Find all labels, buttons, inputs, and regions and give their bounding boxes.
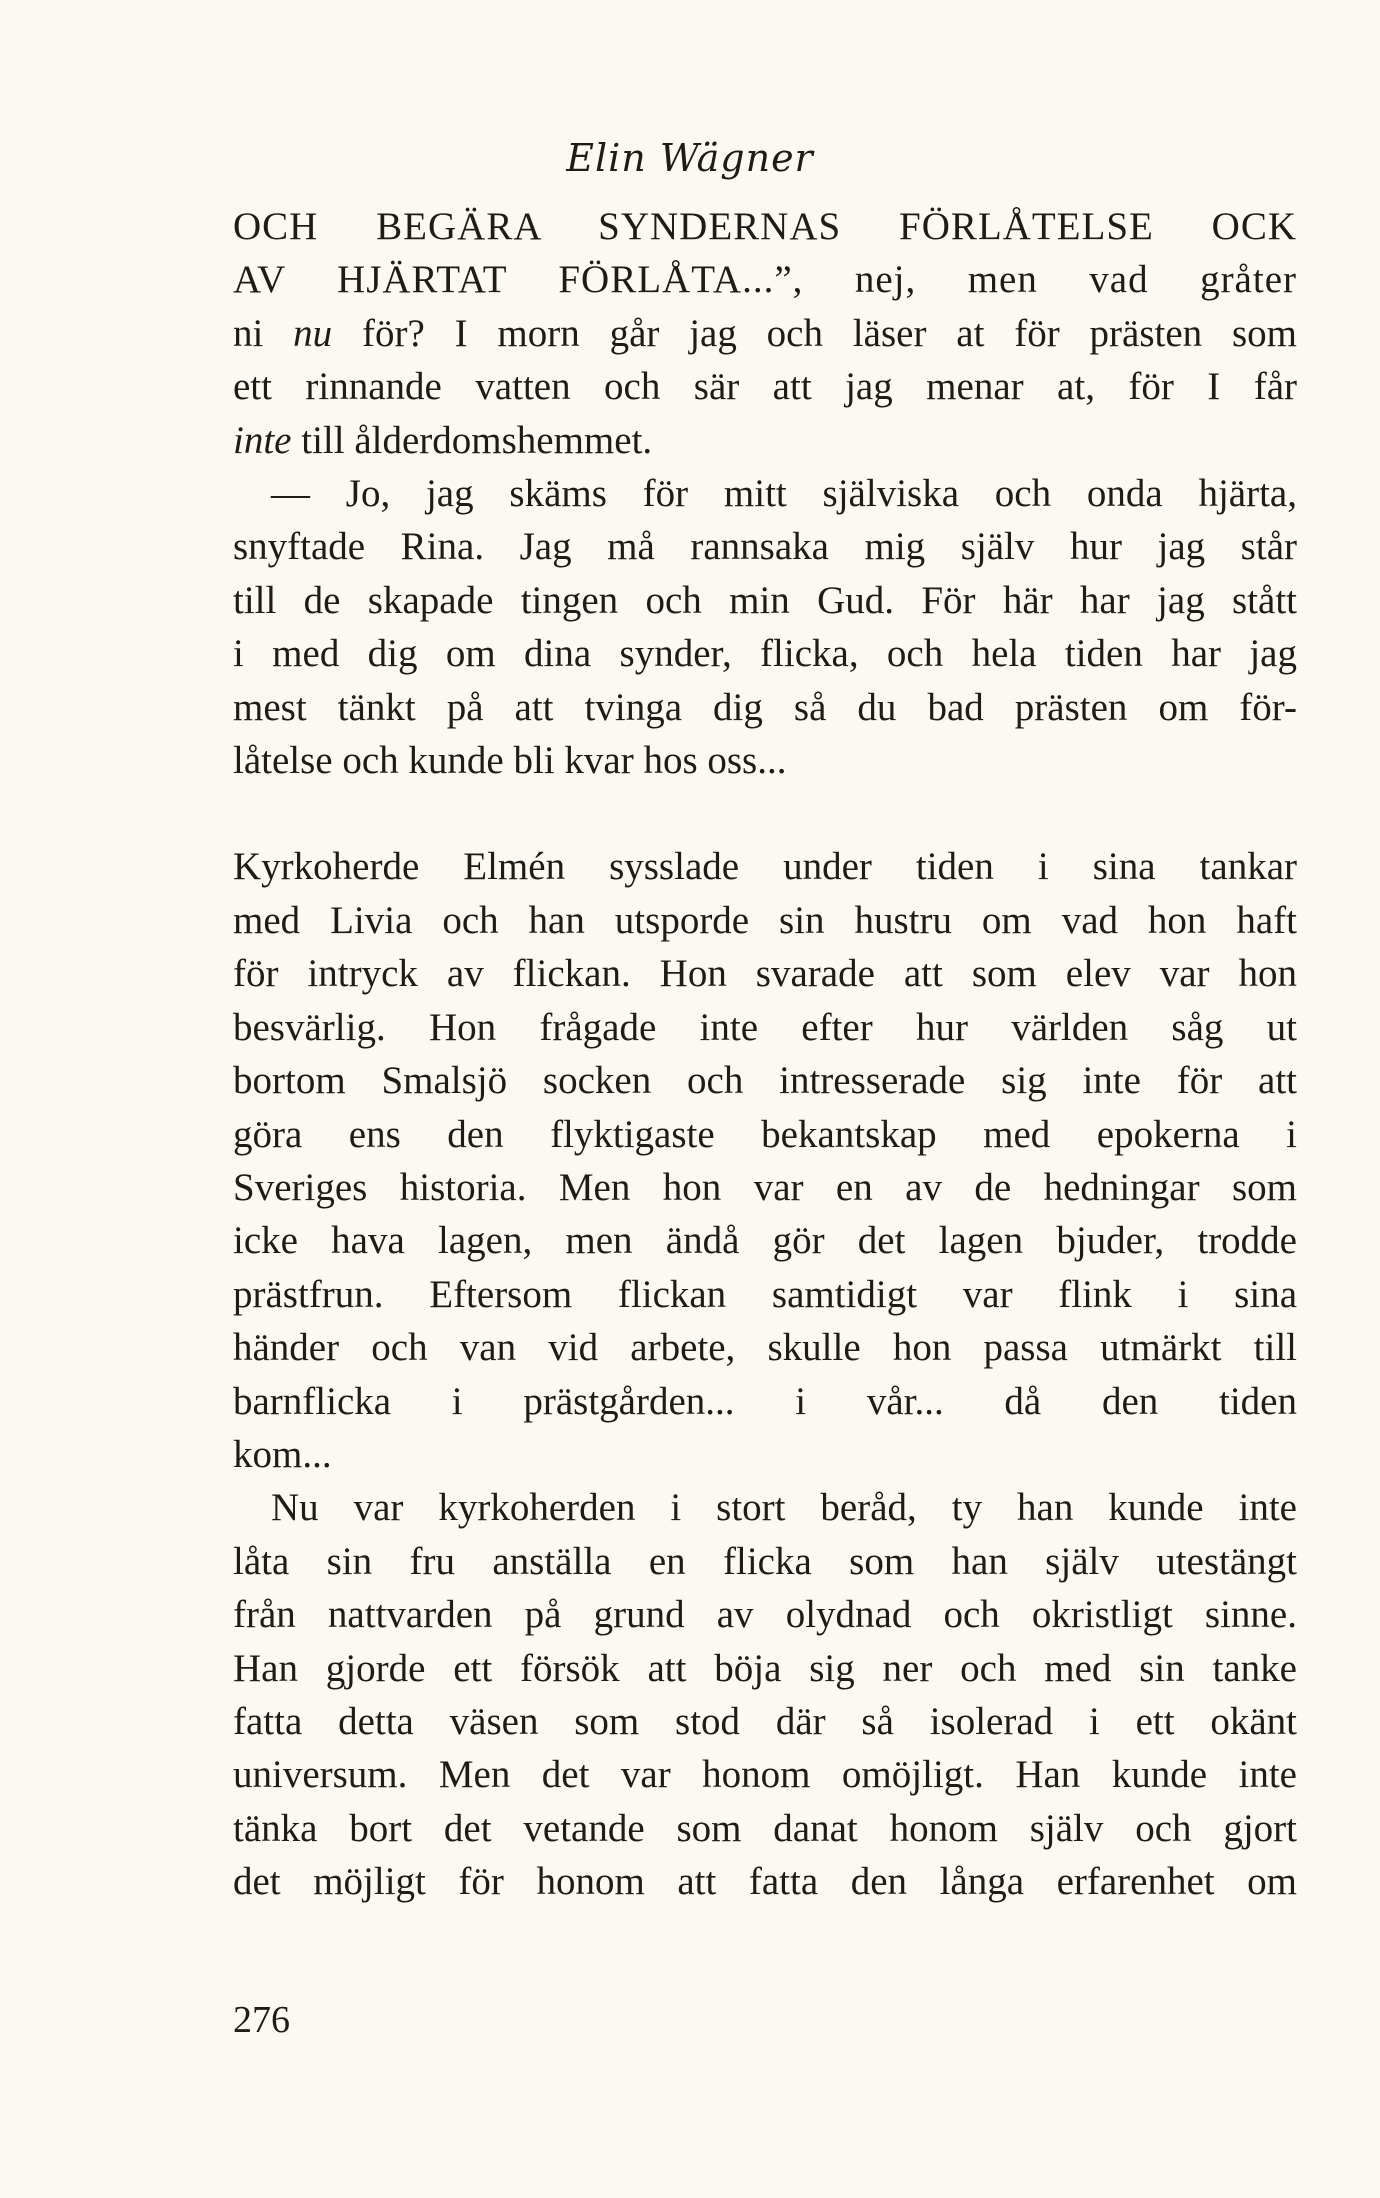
running-head: Elin Wägner xyxy=(566,136,814,180)
text-line: låta sin fru anställa en flicka som han själv utestängt xyxy=(233,1539,1297,1583)
text-fragment: för? I morn går jag och läser at för prästen som xyxy=(332,311,1297,355)
paragraph-4 xyxy=(233,1481,1297,1908)
text-line: Kyrkoherde Elmén sysslade under tiden i sina tankar xyxy=(233,845,1297,889)
text-line: Nu var kyrkoherden i stort beråd, ty han kunde inte xyxy=(271,1486,1297,1530)
text-line: Han gjorde ett försök att böja sig ner och med sin tanke xyxy=(233,1646,1297,1690)
text-line: OCH BEGÄRA SYNDERNAS FÖRLÅTELSE OCK xyxy=(233,205,1297,248)
text-line: bortom Smalsjö socken och intresserade sig inte för att xyxy=(233,1059,1297,1103)
text-line: för intryck av flickan. Hon svarade att som elev var hon xyxy=(233,952,1297,996)
text-line: universum. Men det var honom omöjligt. Han kunde inte xyxy=(233,1753,1297,1797)
text-line: besvärlig. Hon frågade inte efter hur världen såg ut xyxy=(233,1005,1297,1049)
paragraph-1 xyxy=(233,200,1297,467)
text-line xyxy=(233,307,1297,360)
text-line: fatta detta väsen som stod där så isolerad i ett okänt xyxy=(233,1699,1297,1743)
text-fragment: ni xyxy=(233,311,294,355)
text-line: ett rinnande vatten och sär att jag menar at, för I får xyxy=(233,365,1297,409)
text-line: — Jo, jag skäms för mitt själviska och onda hjärta, xyxy=(271,472,1297,516)
text-line: det möjligt för honom att fatta den långa erfarenhet om xyxy=(233,1860,1297,1904)
text-line: icke hava lagen, men ändå gör det lagen bjuder, trodde xyxy=(233,1219,1297,1263)
text-line: i med dig om dina synder, flicka, och hela tiden har jag xyxy=(233,632,1297,676)
paragraph-3 xyxy=(233,840,1297,1481)
text-line xyxy=(233,414,1297,467)
text-line: med Livia och han utsporde sin hustru om vad hon haft xyxy=(233,898,1297,942)
text-line: händer och van vid arbete, skulle hon passa utmärkt till xyxy=(233,1326,1297,1370)
page-number: 276 xyxy=(233,1999,290,2041)
section-break xyxy=(233,787,1297,840)
text-line: prästfrun. Eftersom flickan samtidigt var flink i sina xyxy=(233,1272,1297,1316)
text-line: låtelse och kunde bli kvar hos oss... xyxy=(233,739,787,783)
body-text xyxy=(233,200,1297,1909)
text-line xyxy=(233,253,1297,306)
text-line: snyftade Rina. Jag må rannsaka mig själv hur jag står xyxy=(233,525,1297,569)
text-fragment: till ålderdomshemmet. xyxy=(291,418,653,462)
text-line: från nattvarden på grund av olydnad och okristligt sinne. xyxy=(233,1593,1297,1637)
text-line: barnflicka i prästgården... i vår... då den tiden xyxy=(233,1379,1297,1423)
text-line: till de skapade tingen och min Gud. För här har jag stått xyxy=(233,578,1297,622)
text-line: kom... xyxy=(233,1432,332,1476)
emphasis-text: inte xyxy=(233,418,292,462)
text-line-caps: AV HJÄRTAT FÖRLÅTA...”, nej, men vad gråter xyxy=(233,258,1297,302)
emphasis-text: nu xyxy=(293,311,333,355)
text-line: tänka bort det vetande som danat honom själv och gjort xyxy=(233,1806,1297,1850)
text-line: mest tänkt på att tvinga dig så du bad prästen om för- xyxy=(233,685,1297,729)
text-line: Sveriges historia. Men hon var en av de hedningar som xyxy=(233,1165,1297,1209)
text-line: göra ens den flyktigaste bekantskap med epokerna i xyxy=(233,1112,1297,1156)
paragraph-2 xyxy=(233,467,1297,787)
